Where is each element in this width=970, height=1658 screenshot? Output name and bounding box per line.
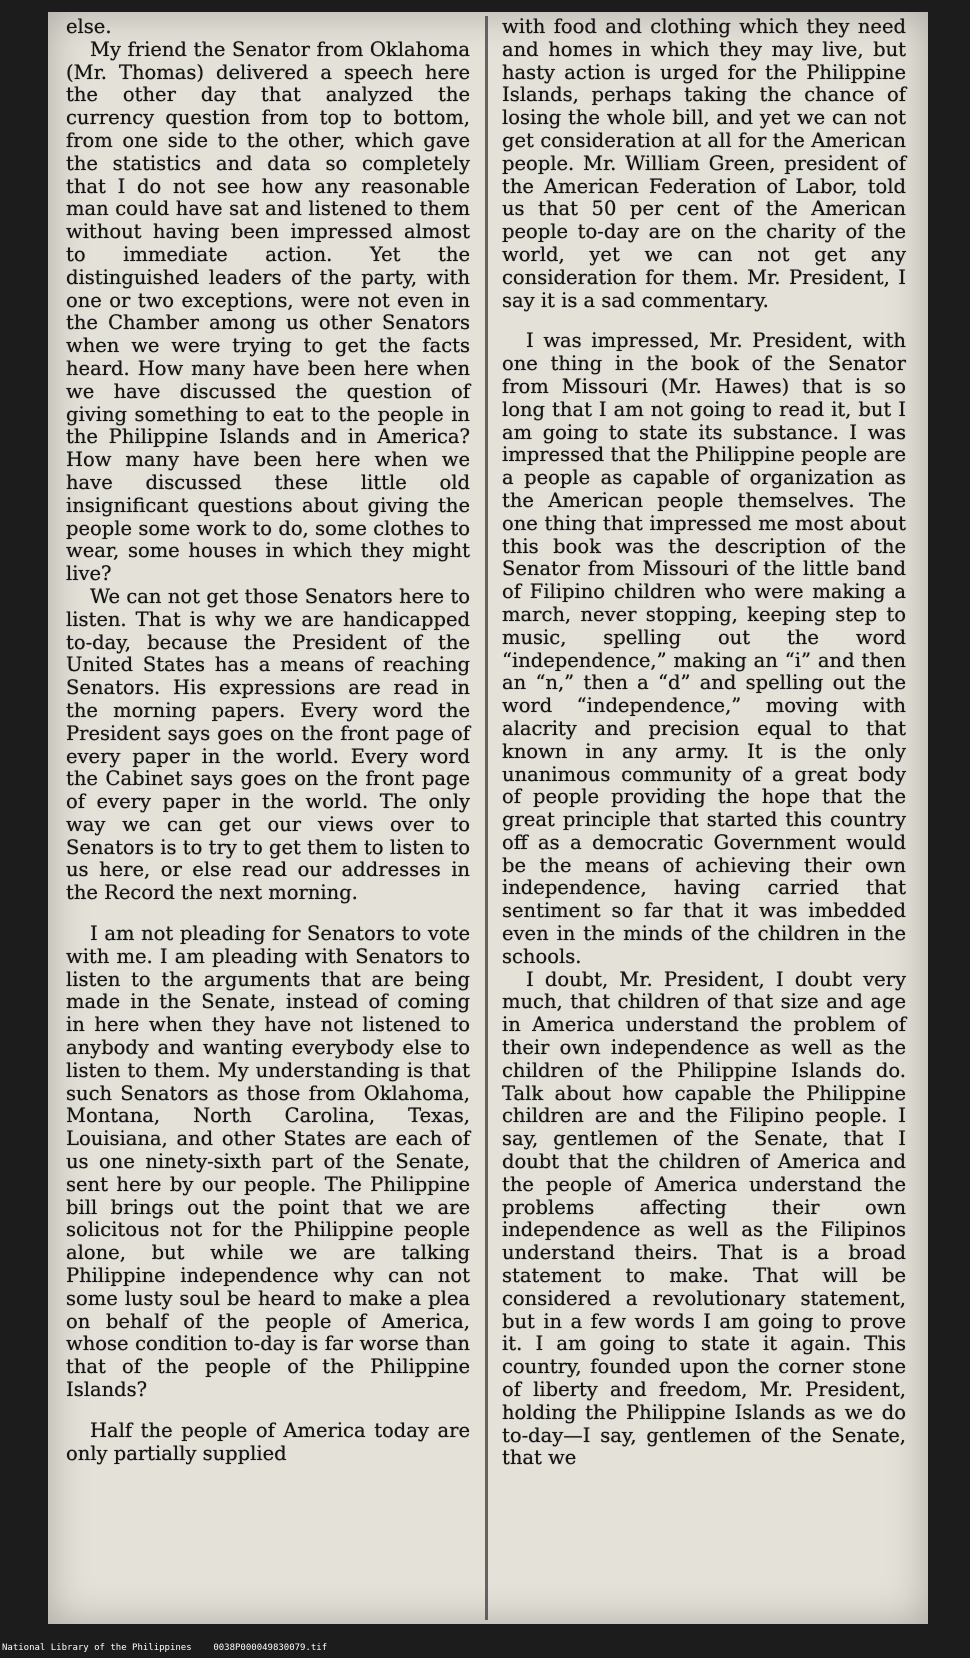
- column-divider: [485, 16, 488, 1620]
- newspaper-clipping: [48, 12, 928, 1624]
- right-column: [502, 16, 906, 1470]
- scan-file-id: 0038P000049830079.tif: [213, 1643, 328, 1653]
- left-paragraph-1: My friend the Senator from Oklahoma (Mr. Thomas) delivered a speech here the other day that analyzed the currency question from top to bottom, from one side to the other, which gave the statistics and data so completely that I do not see how any reasonable man could have sat and listened to them without having been impressed almost to immediate action. Yet the distinguished leaders of the party, with one or two exceptions, were not even in the Chamber among us other Senators when we were trying to get the facts heard. How many have been here when we have discussed the question of giving something to eat to the people in the Philippine Islands and in America? How many have been here when we have discussed these little old insignificant questions about giving the people some work to do, some clothes to wear, some houses in which they might live?: [66, 37, 470, 586]
- right-paragraph-1: with food and clothing which they need and homes in which they may live, but hasty action is urged for the Philippine Islands, perhaps taking the chance of losing the whole bill, and yet we can not get consideration at all for the American people. Mr. William Green, president of the American Federation of Labor, told us that 50 per cent of the American people to-day are on the charity of the world, yet we can not get any consideration for them. Mr. President, I say it is a sad commentary.: [502, 15, 906, 312]
- left-paragraph-4: Half the people of America today are only partially supplied: [66, 1418, 470, 1465]
- right-paragraph-3: I doubt, Mr. President, I doubt very much, that children of that size and age in America understand the problem of their own independence as well as the children of the Philippine Islands do. Talk about how capable the Philippine children are and the Filipino people. I say, gentlemen of the Senate, that I doubt that the children of America and the people of America understand the problems affecting their own independence as well as the Filipinos understand theirs. That is a broad statement to make. That will be considered a revolutionary statement, but in a few words I am going to prove it. I am going to state it again. This country, founded upon the corner stone of liberty and freedom, Mr. President, holding the Philippine Islands as we do to-day—I say, gentlemen of the Senate, that we: [502, 967, 906, 1470]
- library-name: National Library of the Philippines: [2, 1643, 192, 1653]
- left-column: [66, 16, 470, 1465]
- left-paragraph-continuation: else.: [66, 15, 112, 38]
- left-paragraph-3: I am not pleading for Senators to vote with me. I am pleading with Senators to listen to the arguments that are being made in the Senate, instead of coming in here when they have not listened to anybody and wanting everybody else to listen to them. My understanding is that such Senators as those from Oklahoma, Montana, North Carolina, Texas, Louisiana, and other States are each of us one ninety-sixth part of the Senate, sent here by our people. The Philippine bill brings out the point that we are solicitous not for the Philippine people alone, but while we are talking Philippine independence why can not some lusty soul be heard to make a plea on behalf of the people of America, whose condition to-day is far worse than that of the people of the Philippine Islands?: [66, 922, 470, 1402]
- scan-footer: [2, 1642, 327, 1654]
- right-paragraph-2: I was impressed, Mr. President, with one thing in the book of the Senator from Missouri (Mr. Hawes) that is so long that I am not going to read it, but I am going to state its substance. I was impressed that the Philippine people are a people as capable of organization as the American people themselves. The one thing that impressed me most about this book was the description of the Senator from Missouri of the little band of Filipino children who were making a march, never stopping, keeping step to music, spelling out the word “independence,” making an “i” and then an “n,” then a “d” and spelling out the word “independence,” moving with alacrity and precision equal to that known in any army. It is the only unanimous community of a great body of people providing the hope that the great principle that started this country off as a democratic Government would be the means of achieving their own independence, having carried that sentiment so far that it was imbedded even in the minds of the children in the schools.: [502, 329, 906, 968]
- left-paragraph-2: We can not get those Senators here to listen. That is why we are handicapped to-day, because the President of the United States has a means of reaching Senators. His expressions are read in the morning papers. Every word the President says goes on the front page of every paper in the world. Every word the Cabinet says goes on the front page of every paper in the world. The only way we can get our views over to Senators is to try to get them to listen to us here, or else read our addresses in the Record the next morning.: [66, 584, 470, 905]
